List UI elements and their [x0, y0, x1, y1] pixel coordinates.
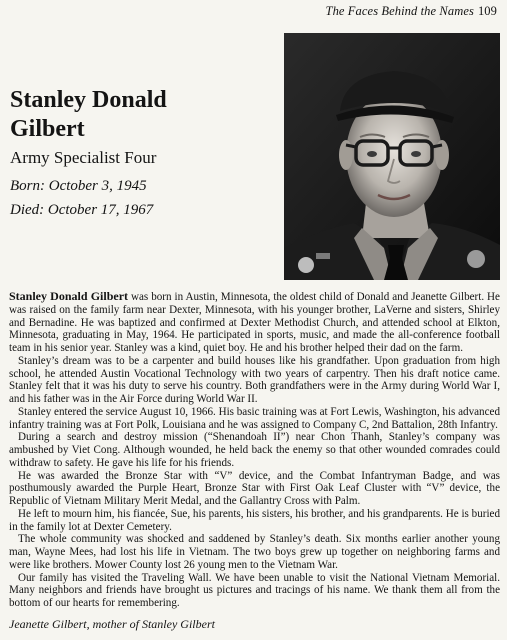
subject-dates [10, 174, 280, 222]
lead-name: Stanley Donald Gilbert [9, 289, 129, 303]
article-paragraph: During a search and destroy mission (“Shenandoah II”) near Chon Thanh, Stanley’s company was ambushed by Viet Cong. Although wounded, he held back the enemy so that other wounded comrades could withdraw to safety. He gave his life for his friends. [9, 431, 500, 469]
subject-info [10, 86, 280, 222]
signature: Jeanette Gilbert, mother of Stanley Gilbert [9, 617, 215, 631]
article-paragraph: He left to mourn him, his fiancée, Sue, his parents, his sisters, his brother, and his grandparents. He is buried in the family lot at Dexter Cemetery. [9, 507, 500, 533]
subject-rank: Army Specialist Four [10, 148, 157, 167]
subject-name-line1: Stanley Donald [10, 87, 167, 113]
died-date: Died: October 17, 1967 [10, 202, 154, 218]
article-paragraph: He was awarded the Bronze Star with “V” device, and the Combat Infantryman Badge, and was posthumously awarded the Purple Heart, Bronze Star with First Oak Leaf Cluster with “V” device, the Republic of Vietnam Military Merit Medal, and the Gallantry Cross with Palm. [9, 469, 500, 507]
article-paragraph [9, 290, 500, 355]
running-title: The Faces Behind the Names [325, 4, 474, 18]
subject-name [10, 86, 280, 144]
article-paragraph: Our family has visited the Traveling Wall. We have been unable to visit the National Vietnam Memorial. Many neighbors and friends have brought us pictures and tracings of his name. We thank them all from the bottom of our hearts for remembering. [9, 571, 500, 609]
article-paragraph: Stanley entered the service August 10, 1966. His basic training was at Fort Lewis, Washington, his advanced infantry training was at Fort Polk, Louisiana and he was assigned to Company C, 2nd Battalion, 28th Infantry. [9, 405, 500, 431]
portrait-photo [284, 33, 500, 280]
article-paragraph: The whole community was shocked and saddened by Stanley’s death. Six months earlier another young man, Wayne Mees, had lost his life in Vietnam. The two boys grew up together on neighboring farms and were like brothers. Mower County lost 26 young men to the Vietnam War. [9, 533, 500, 571]
page-number: 109 [477, 4, 497, 18]
portrait-photo-icon [284, 33, 500, 280]
subject-name-line2: Gilbert [10, 116, 85, 142]
article-paragraph: Stanley’s dream was to be a carpenter and build houses like his grandfather. Upon graduation from high school, he attended Austin Vocational Technology with two years of carpentry. Then his draft notice came. Stanley felt that it was his duty to serve his country. Both grandfathers were in the Army during World War I, and his father was in the Air Force during World War II. [9, 354, 500, 405]
paragraph-text: was born in Austin, Minnesota, the oldest child of Donald and Jeanette Gilbert. He was raised on the family farm near Dexter, Minnesota, with his younger brother, LaVerne and sisters, Shirley and Bernadine. He was baptized and confirmed at Dexter Methodist Church, and attended school at Elkton, Minnesota, graduating in May, 1964. He participated in sports, music, and made the all-conference football team in his senior year. Stanley was a kind, quiet boy. He and his brother helped their dad on the farm. [9, 291, 500, 354]
born-date: Born: October 3, 1945 [10, 178, 147, 194]
article-body [9, 290, 500, 610]
running-header [326, 4, 497, 19]
